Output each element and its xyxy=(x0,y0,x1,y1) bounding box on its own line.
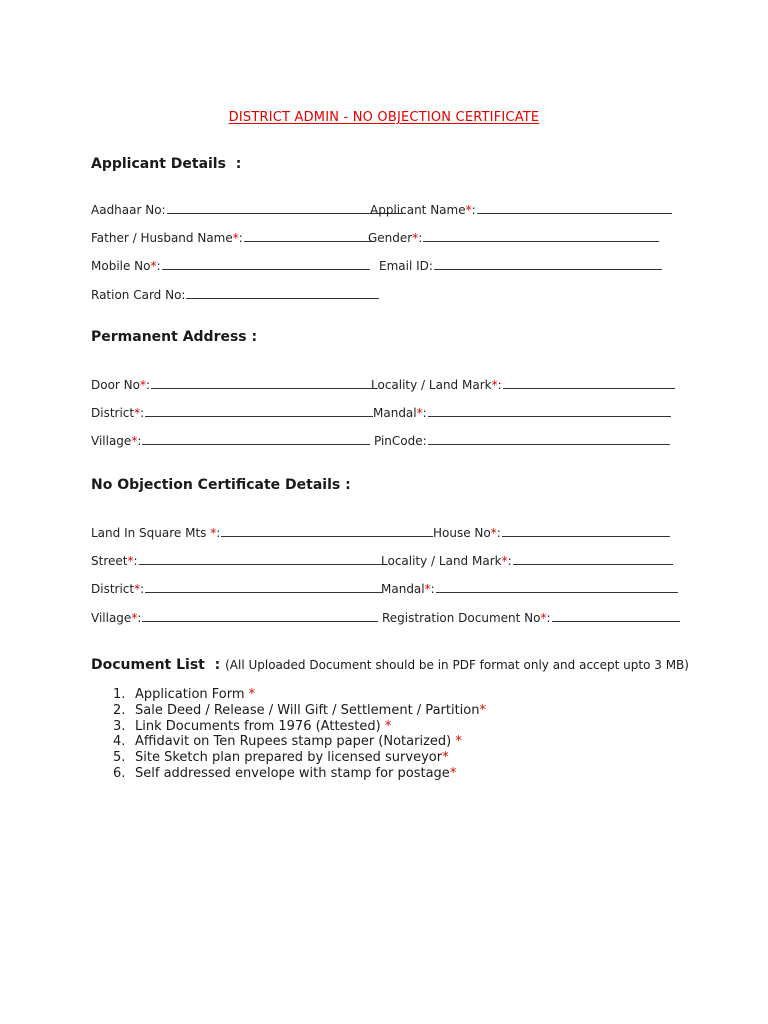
aadhaar-field[interactable] xyxy=(91,202,403,217)
colon: : xyxy=(140,406,145,420)
required-marker: * xyxy=(465,203,472,217)
required-marker: * xyxy=(501,554,508,568)
registration-doc-label: Registration Document No xyxy=(382,611,541,625)
applicant-details-colon: : xyxy=(235,156,242,172)
colon: : xyxy=(156,259,161,273)
noc-village-field[interactable] xyxy=(91,610,378,625)
applicant-details-heading xyxy=(91,156,241,172)
document-number: 3. xyxy=(113,718,126,734)
required-marker: * xyxy=(416,406,423,420)
locality-field[interactable] xyxy=(371,377,675,392)
email-blank[interactable] xyxy=(434,258,662,270)
required-marker: * xyxy=(131,434,138,448)
form-title xyxy=(0,110,768,125)
father-husband-field[interactable] xyxy=(91,230,372,245)
district-label: District xyxy=(91,406,135,420)
document-list-item xyxy=(113,703,486,719)
aadhaar-label: Aadhaar No: xyxy=(91,203,166,217)
colon: : xyxy=(546,611,551,625)
document-text: Sale Deed / Release / Will Gift / Settlement / Partition xyxy=(135,702,480,718)
document-number: 1. xyxy=(113,687,126,702)
noc-mandal-blank[interactable] xyxy=(436,581,678,593)
email-label: Email ID: xyxy=(379,259,433,273)
required-marker: * xyxy=(449,765,457,781)
noc-district-field[interactable] xyxy=(91,581,383,596)
colon: : xyxy=(137,611,142,625)
colon: : xyxy=(418,231,423,245)
land-sqmts-blank[interactable] xyxy=(221,525,433,537)
required-marker: * xyxy=(131,611,138,625)
aadhaar-blank[interactable] xyxy=(167,202,403,214)
pincode-field[interactable] xyxy=(374,433,670,448)
document-list xyxy=(113,687,486,782)
mandal-label: Mandal xyxy=(373,406,417,420)
document-number: 5. xyxy=(113,750,126,766)
required-marker: * xyxy=(412,231,419,245)
gender-field[interactable] xyxy=(368,230,659,245)
locality-label: Locality / Land Mark xyxy=(371,378,492,392)
noc-locality-label: Locality / Land Mark xyxy=(381,554,502,568)
document-text: Site Sketch plan prepared by licensed surveyor xyxy=(135,750,443,766)
street-field[interactable] xyxy=(91,553,383,568)
email-field[interactable] xyxy=(379,258,662,273)
required-marker: * xyxy=(232,231,239,245)
house-no-field[interactable] xyxy=(433,525,670,540)
colon: : xyxy=(137,434,142,448)
colon: : xyxy=(422,406,427,420)
registration-doc-field[interactable] xyxy=(382,610,680,625)
document-list-item xyxy=(113,766,486,782)
colon: : xyxy=(140,582,145,596)
noc-mandal-field[interactable] xyxy=(381,581,678,596)
street-blank[interactable] xyxy=(139,553,383,565)
required-marker: * xyxy=(384,718,392,734)
house-no-label: House No xyxy=(433,526,491,540)
required-marker: * xyxy=(490,526,497,540)
document-number: 6. xyxy=(113,765,126,781)
gender-blank[interactable] xyxy=(423,230,659,242)
document-list-item xyxy=(113,750,486,766)
land-sqmts-label: Land In Square Mts xyxy=(91,526,211,540)
noc-village-blank[interactable] xyxy=(142,610,378,622)
permanent-address-heading xyxy=(91,329,257,345)
document-list-label: Document List xyxy=(91,657,205,673)
noc-locality-blank[interactable] xyxy=(513,553,673,565)
permanent-address-label: Permanent Address : xyxy=(91,329,258,345)
door-no-field[interactable] xyxy=(91,377,372,392)
father-husband-label: Father / Husband Name xyxy=(91,231,233,245)
noc-details-heading xyxy=(91,477,351,493)
door-no-blank[interactable] xyxy=(151,377,372,389)
land-sqmts-field[interactable] xyxy=(91,525,433,540)
applicant-details-label: Applicant Details xyxy=(91,156,226,172)
district-field[interactable] xyxy=(91,405,373,420)
mandal-blank[interactable] xyxy=(428,405,671,417)
required-marker: * xyxy=(424,582,431,596)
required-marker: * xyxy=(210,526,217,540)
colon: : xyxy=(146,378,151,392)
colon: : xyxy=(471,203,476,217)
colon: : xyxy=(497,378,502,392)
required-marker: * xyxy=(150,259,157,273)
noc-details-label: No Objection Certificate Details : xyxy=(91,477,351,493)
noc-mandal-label: Mandal xyxy=(381,582,425,596)
colon: : xyxy=(216,526,221,540)
ration-card-field[interactable] xyxy=(91,287,379,302)
mobile-blank[interactable] xyxy=(162,258,370,270)
applicant-name-label: Applicant Name xyxy=(370,203,466,217)
door-no-label: Door No xyxy=(91,378,140,392)
required-marker: * xyxy=(479,702,486,718)
document-text: Application Form xyxy=(135,687,249,702)
mobile-label: Mobile No xyxy=(91,259,151,273)
required-marker: * xyxy=(134,582,141,596)
document-list-item xyxy=(113,719,486,735)
locality-blank[interactable] xyxy=(503,377,675,389)
document-list-note: (All Uploaded Document should be in PDF format only and accept upto 3 MB) xyxy=(225,658,689,672)
document-list-colon: : xyxy=(214,657,221,673)
required-marker: * xyxy=(134,406,141,420)
noc-district-blank[interactable] xyxy=(145,581,383,593)
document-text: Self addressed envelope with stamp for postage xyxy=(135,765,450,781)
document-number: 2. xyxy=(113,702,126,718)
colon: : xyxy=(133,554,138,568)
required-marker: * xyxy=(140,378,146,392)
district-blank[interactable] xyxy=(145,405,373,417)
village-field[interactable] xyxy=(91,433,370,448)
applicant-name-field[interactable] xyxy=(370,202,672,217)
applicant-name-blank[interactable] xyxy=(477,202,672,214)
house-no-blank[interactable] xyxy=(502,525,670,537)
document-list-item xyxy=(113,687,486,703)
document-text: Affidavit on Ten Rupees stamp paper (Notarized) xyxy=(135,734,456,750)
noc-village-label: Village xyxy=(91,611,132,625)
village-label: Village xyxy=(91,434,132,448)
colon: : xyxy=(238,231,243,245)
noc-district-label: District xyxy=(91,582,135,596)
document-list-item xyxy=(113,734,486,750)
document-number: 4. xyxy=(113,734,126,750)
required-marker: * xyxy=(455,734,462,750)
father-husband-blank[interactable] xyxy=(244,230,372,242)
street-label: Street xyxy=(91,554,128,568)
gender-label: Gender xyxy=(368,231,413,245)
registration-doc-blank[interactable] xyxy=(552,610,680,622)
mandal-field[interactable] xyxy=(373,405,671,420)
pincode-label: PinCode: xyxy=(374,434,427,448)
village-blank[interactable] xyxy=(142,433,370,445)
required-marker: * xyxy=(248,687,256,702)
form-title-text: DISTRICT ADMIN - NO OBJECTION CERTIFICATE xyxy=(228,110,540,125)
colon: : xyxy=(507,554,512,568)
document-list-heading xyxy=(91,657,689,673)
colon: : xyxy=(496,526,501,540)
document-text: Link Documents from 1976 (Attested) xyxy=(135,718,385,734)
mobile-field[interactable] xyxy=(91,258,370,273)
pincode-blank[interactable] xyxy=(428,433,670,445)
colon: : xyxy=(430,582,435,596)
required-marker: * xyxy=(540,611,547,625)
ration-card-label: Ration Card No: xyxy=(91,288,186,302)
required-marker: * xyxy=(442,750,449,766)
required-marker: * xyxy=(491,378,498,392)
ration-card-blank[interactable] xyxy=(186,287,379,299)
required-marker: * xyxy=(127,554,134,568)
noc-locality-field[interactable] xyxy=(381,553,673,568)
